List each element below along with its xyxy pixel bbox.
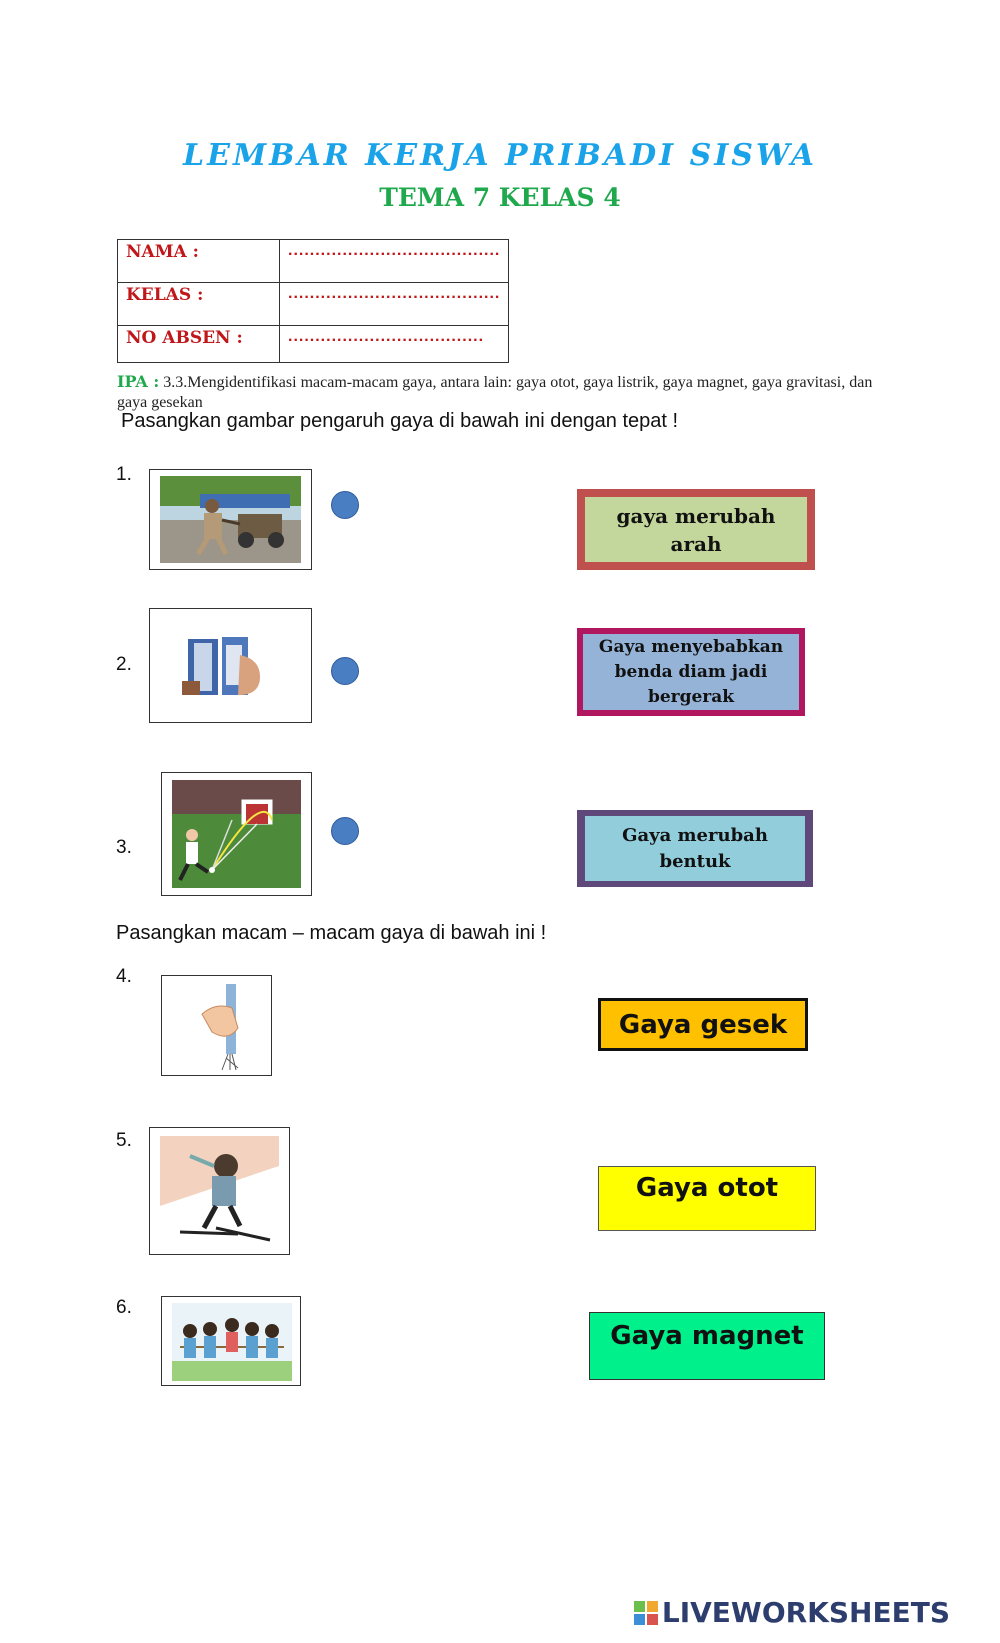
answer-card-3-line1: Gaya merubah xyxy=(622,824,768,846)
hand-squeezing-can-photo xyxy=(149,608,312,723)
magnet-nails-drawing xyxy=(161,975,272,1076)
answer-card-1-line2: arah xyxy=(670,531,722,556)
ipa-text: 3.3.Mengidentifikasi macam-macam gaya, antara lain: gaya otot, gaya listrik, gaya magnet, gaya gravitasi, dan gaya gesekan xyxy=(117,374,873,411)
man-pulling-cart-photo xyxy=(149,469,312,570)
answer-card-3-line2: bentuk xyxy=(659,850,731,872)
learning-objective xyxy=(117,372,877,413)
item-number: 3. xyxy=(116,837,132,858)
answer-card-gaya-magnet[interactable] xyxy=(589,1312,825,1380)
answer-card-1-line1: gaya merubah xyxy=(616,503,776,528)
liveworksheets-logo-icon xyxy=(634,1601,658,1625)
liveworksheets-footer xyxy=(634,1596,950,1629)
section1-instruction: Pasangkan gambar pengaruh gaya di bawah ini dengan tepat ! xyxy=(121,410,679,432)
nama-label: NAMA : xyxy=(118,240,280,283)
answer-card-2-line3: bergerak xyxy=(647,686,735,707)
nama-field[interactable]: ....................................... xyxy=(280,240,509,283)
answer-card-2-line2: benda diam jadi xyxy=(614,661,768,682)
answer-card-2-line1: Gaya menyebabkan xyxy=(598,636,784,657)
identity-row-kelas xyxy=(118,283,509,326)
answer-card-3[interactable] xyxy=(577,810,813,887)
tug-of-war-drawing xyxy=(161,1296,301,1386)
absen-label: NO ABSEN : xyxy=(118,326,280,363)
footer-brand: LIVEWORKSHEETS xyxy=(661,1596,950,1629)
match-dot-1[interactable] xyxy=(331,491,359,519)
answer-card-gaya-otot-label: Gaya otot xyxy=(635,1173,779,1203)
item-number: 5. xyxy=(116,1130,132,1151)
football-kick-photo xyxy=(161,772,312,896)
answer-card-gaya-magnet-label: Gaya magnet xyxy=(610,1321,804,1351)
item-number: 6. xyxy=(116,1297,132,1318)
section2-instruction: Pasangkan macam – macam gaya di bawah ini ! xyxy=(116,922,547,944)
item-number: 4. xyxy=(116,966,132,987)
kelas-label: KELAS : xyxy=(118,283,280,326)
answer-card-gaya-otot[interactable] xyxy=(598,1166,816,1231)
identity-row-absen xyxy=(118,326,509,363)
match-dot-3[interactable] xyxy=(331,817,359,845)
absen-field[interactable]: .................................... xyxy=(280,326,509,363)
skier-drawing xyxy=(149,1127,290,1255)
worksheet-subtitle: TEMA 7 KELAS 4 xyxy=(379,183,621,212)
student-identity-table xyxy=(117,239,509,363)
answer-card-2[interactable] xyxy=(577,628,805,716)
answer-card-gaya-gesek-label: Gaya gesek xyxy=(618,1009,788,1040)
worksheet-title: LEMBAR KERJA PRIBADI SISWA xyxy=(182,138,818,173)
identity-row-nama xyxy=(118,240,509,283)
kelas-field[interactable]: ....................................... xyxy=(280,283,509,326)
item-number: 1. xyxy=(116,464,132,485)
answer-card-gaya-gesek[interactable] xyxy=(598,998,808,1051)
item-number: 2. xyxy=(116,654,132,675)
ipa-tag: IPA : xyxy=(117,372,160,391)
match-dot-2[interactable] xyxy=(331,657,359,685)
answer-card-1[interactable] xyxy=(577,489,815,570)
